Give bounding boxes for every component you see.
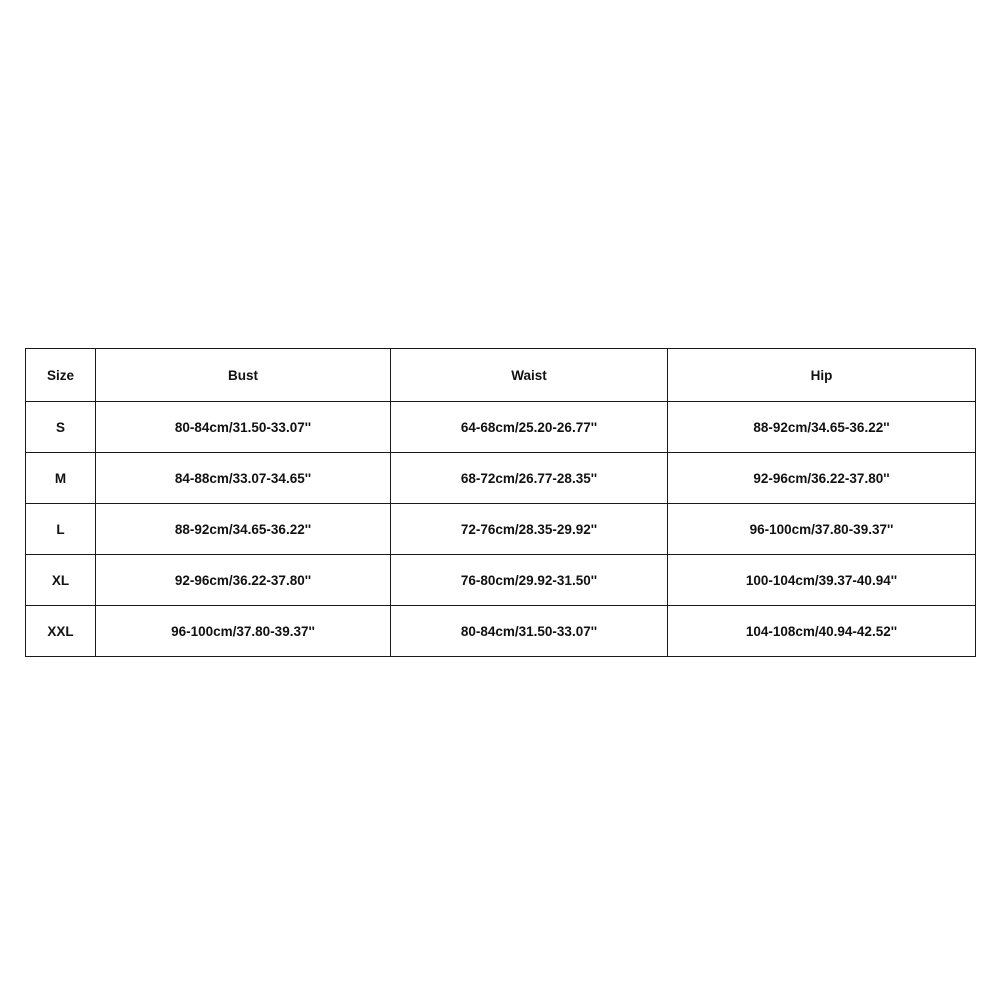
size-table xyxy=(25,348,976,657)
table-row xyxy=(26,606,976,657)
table-header xyxy=(26,349,976,402)
cell-bust: 84-88cm/33.07-34.65'' xyxy=(96,453,391,504)
cell-waist: 72-76cm/28.35-29.92'' xyxy=(391,504,668,555)
table-body xyxy=(26,402,976,657)
cell-size: XL xyxy=(26,555,96,606)
table-row xyxy=(26,453,976,504)
cell-bust: 96-100cm/37.80-39.37'' xyxy=(96,606,391,657)
table-row xyxy=(26,402,976,453)
cell-size: XXL xyxy=(26,606,96,657)
column-header-waist: Waist xyxy=(391,349,668,402)
column-header-bust: Bust xyxy=(96,349,391,402)
cell-hip: 104-108cm/40.94-42.52'' xyxy=(668,606,976,657)
table-row xyxy=(26,555,976,606)
cell-waist: 64-68cm/25.20-26.77'' xyxy=(391,402,668,453)
cell-hip: 88-92cm/34.65-36.22'' xyxy=(668,402,976,453)
cell-bust: 88-92cm/34.65-36.22'' xyxy=(96,504,391,555)
cell-hip: 96-100cm/37.80-39.37'' xyxy=(668,504,976,555)
cell-size: M xyxy=(26,453,96,504)
table-header-row xyxy=(26,349,976,402)
table-row xyxy=(26,504,976,555)
cell-hip: 100-104cm/39.37-40.94'' xyxy=(668,555,976,606)
cell-waist: 68-72cm/26.77-28.35'' xyxy=(391,453,668,504)
cell-bust: 80-84cm/31.50-33.07'' xyxy=(96,402,391,453)
cell-size: L xyxy=(26,504,96,555)
column-header-size: Size xyxy=(26,349,96,402)
cell-waist: 80-84cm/31.50-33.07'' xyxy=(391,606,668,657)
cell-hip: 92-96cm/36.22-37.80'' xyxy=(668,453,976,504)
column-header-hip: Hip xyxy=(668,349,976,402)
cell-size: S xyxy=(26,402,96,453)
cell-bust: 92-96cm/36.22-37.80'' xyxy=(96,555,391,606)
cell-waist: 76-80cm/29.92-31.50'' xyxy=(391,555,668,606)
size-chart xyxy=(25,348,975,657)
